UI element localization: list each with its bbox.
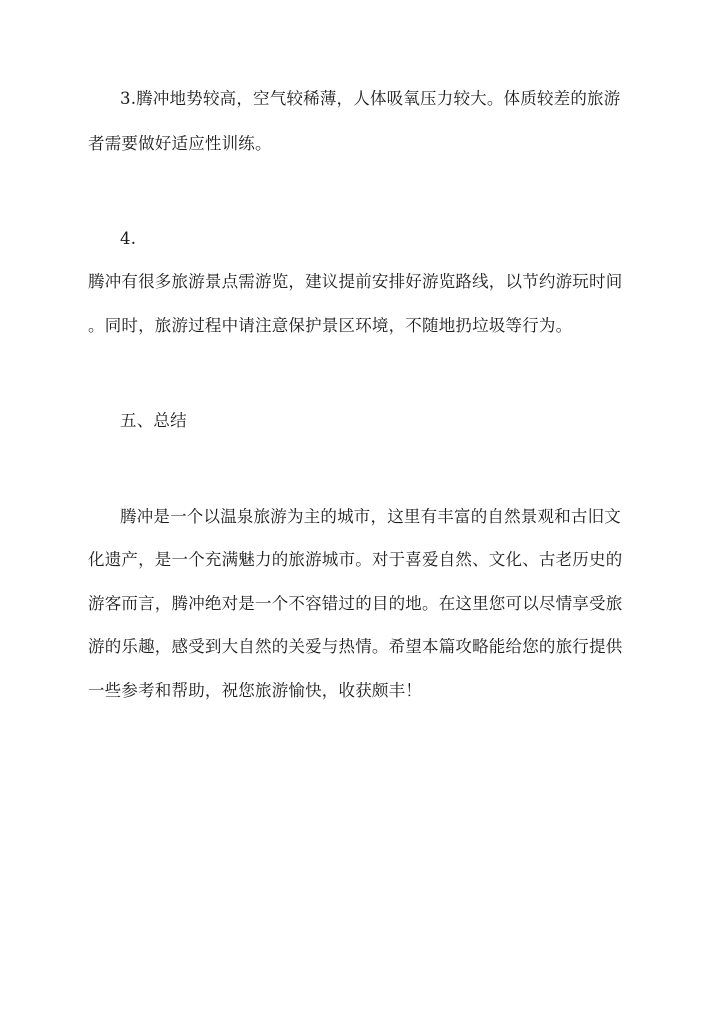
section5-paragraph-line: 腾冲是一个以温泉旅游为主的城市，这里有丰富的自然景观和古旧文 — [120, 507, 621, 526]
item4-line1: 腾冲有很多旅游景点需游览，建议提前安排好游览路线，以节约游玩时间 — [88, 272, 623, 291]
section5-paragraph-line: 游的乐趣，感受到大自然的关爱与热情。希望本篇攻略能给您的旅行提供 — [88, 637, 623, 656]
section5-paragraph-line: 化遗产，是一个充满魅力的旅游城市。对于喜爱自然、文化、古老历史的 — [88, 550, 623, 569]
item3-line1: 3.腾冲地势较高，空气较稀薄，人体吸氧压力较大。体质较差的旅游 — [120, 89, 621, 108]
section5-heading: 五、总结 — [120, 411, 187, 430]
item4-line2: 。同时，旅游过程中请注意保护景区环境，不随地扔垃圾等行为。 — [88, 316, 573, 335]
item3-line2: 者需要做好适应性训练。 — [88, 134, 272, 153]
section5-paragraph-line: 游客而言，腾冲绝对是一个不容错过的目的地。在这里您可以尽情享受旅 — [88, 594, 623, 613]
section5-paragraph-line: 一些参考和帮助，祝您旅游愉快，收获颇丰！ — [88, 681, 422, 700]
item4-number: 4. — [120, 229, 137, 248]
